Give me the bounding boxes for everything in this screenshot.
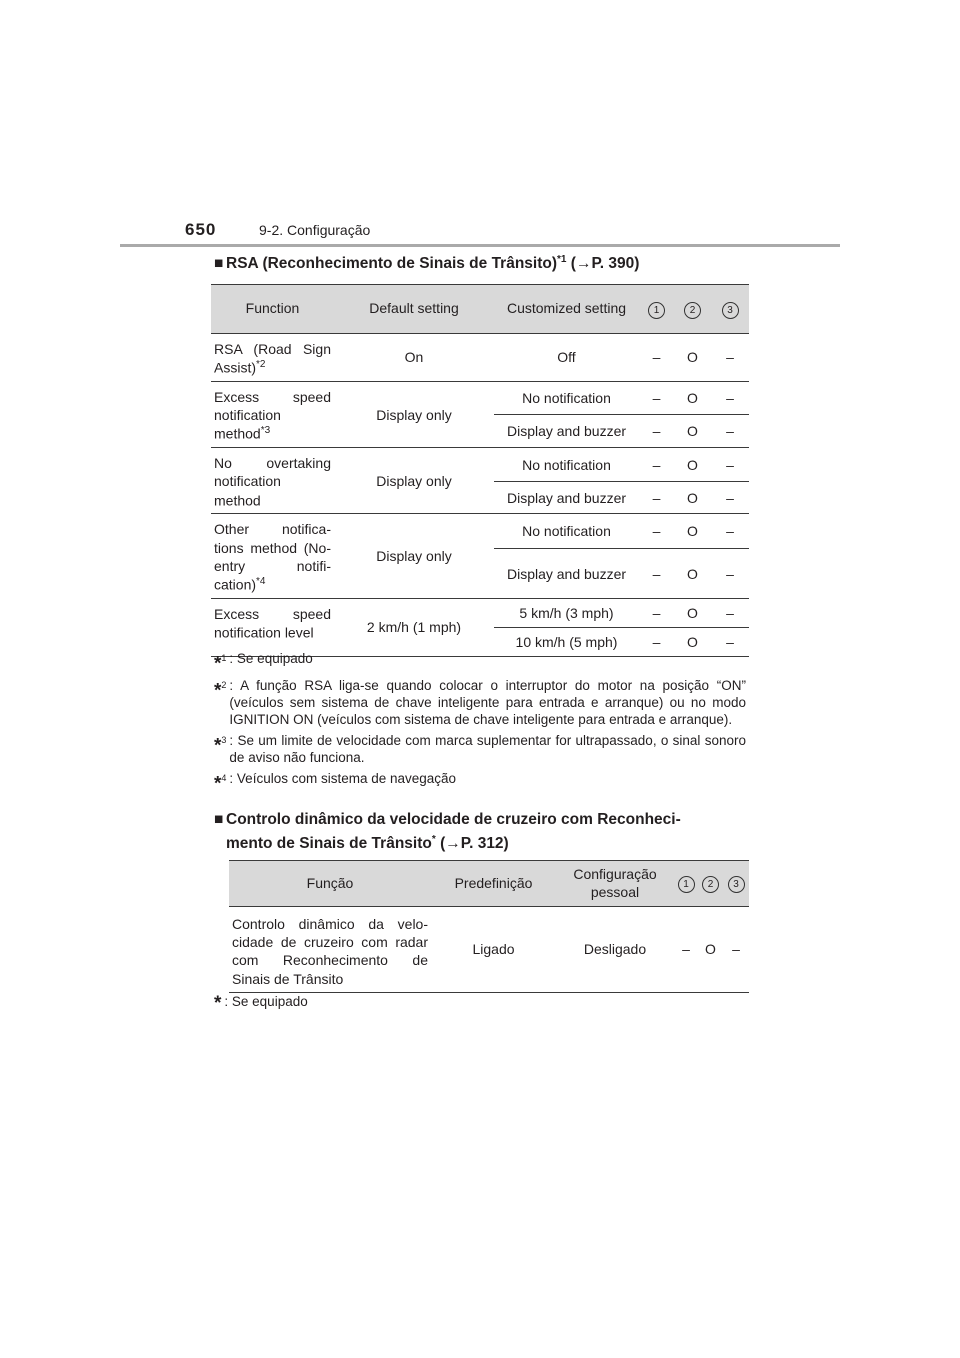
- circled-number-icon: 1: [648, 302, 665, 319]
- mark-cell: –: [639, 482, 674, 514]
- mark-cell: O: [674, 448, 711, 482]
- mark-cell: –: [711, 514, 749, 549]
- function-cell: RSA (Road Sign Assist)$^{*2}$: [211, 334, 334, 382]
- table-row: [211, 382, 749, 415]
- circled-number-icon: 2: [702, 876, 719, 893]
- mark-cell: –: [711, 549, 749, 598]
- rsa-heading-sup: *1: [557, 254, 567, 265]
- rsa-heading-text: RSA (Reconhecimento de Sinais de Trânsito): [226, 255, 558, 273]
- mark-cell: –: [711, 482, 749, 514]
- circled-number-icon: 3: [722, 302, 739, 319]
- table-row: [211, 514, 749, 549]
- default-cell: Display only: [334, 514, 494, 598]
- cruise-table: [229, 860, 749, 993]
- option-cell: No notification: [494, 448, 639, 482]
- square-bullet-icon: ■: [214, 255, 224, 273]
- option-cell: No notification: [494, 382, 639, 415]
- col-default: Default setting: [334, 285, 494, 334]
- default-cell: 2 km/h (1 mph): [334, 598, 494, 656]
- mark-cell: –: [674, 907, 698, 993]
- mark-cell: O: [674, 334, 711, 382]
- mark-cell: O: [674, 514, 711, 549]
- col-function: Function: [211, 285, 334, 334]
- option-cell: Display and buzzer: [494, 482, 639, 514]
- mark-cell: –: [639, 382, 674, 415]
- col-2: [674, 285, 711, 334]
- cruise-heading-line2: mento de Sinais de Trânsito: [226, 835, 432, 853]
- table-row: [211, 448, 749, 482]
- col-function: Função: [229, 861, 431, 907]
- mark-cell: –: [639, 549, 674, 598]
- option-cell: 10 km/h (5 mph): [494, 627, 639, 656]
- mark-cell: O: [674, 382, 711, 415]
- cruise-footnote: [214, 993, 746, 1016]
- col-default: Predefinição: [431, 861, 556, 907]
- footnote: *$^3$ : Se um limite de velocidade com marca suplementar for ultrapassado, o sinal sonoro de aviso não funciona.: [214, 732, 746, 765]
- default-cell: Display only: [334, 448, 494, 514]
- mark-cell: –: [723, 907, 749, 993]
- option-cell: No notification: [494, 514, 639, 549]
- mark-cell: –: [711, 334, 749, 382]
- default-cell: Ligado: [431, 907, 556, 993]
- option-cell: Desligado: [556, 907, 674, 993]
- mark-cell: O: [674, 482, 711, 514]
- footnote: *$^2$ : A função RSA liga-se quando colocar o interruptor do motor na posição “ON” (veículos sem sistema de chave inteligente para entrada e arranque) ou no modo IGNITION ON (veículos com sistema de chave inteligente para entrada e arranque).: [214, 677, 746, 727]
- mark-cell: O: [674, 627, 711, 656]
- mark-cell: O: [698, 907, 723, 993]
- cruise-heading-ref: (→P. 312): [440, 835, 509, 853]
- circled-number-icon: 2: [684, 302, 701, 319]
- option-cell: Display and buzzer: [494, 415, 639, 448]
- page-number: 650: [185, 220, 217, 239]
- mark-cell: O: [674, 598, 711, 627]
- circled-number-icon: 1: [678, 876, 695, 893]
- footnote: * : Se equipado: [214, 993, 308, 1014]
- col-1: [639, 285, 674, 334]
- rsa-heading-ref: (→P. 390): [570, 255, 640, 273]
- mark-cell: –: [711, 382, 749, 415]
- option-cell: Off: [494, 334, 639, 382]
- function-cell: Excess speed notification level: [211, 598, 334, 656]
- footnote: *$^4$ : Veículos com sistema de navegação: [214, 770, 457, 794]
- circled-number-icon: 3: [728, 876, 745, 893]
- table-row: [211, 334, 749, 382]
- default-cell: On: [334, 334, 494, 382]
- col-3: [711, 285, 749, 334]
- table-row: [229, 907, 749, 993]
- mark-cell: –: [639, 627, 674, 656]
- cruise-heading-line1: Controlo dinâmico da velocidade de cruzeiro com Reconheci-: [226, 811, 681, 828]
- mark-cell: –: [639, 448, 674, 482]
- table-row: [211, 598, 749, 627]
- option-cell: 5 km/h (3 mph): [494, 598, 639, 627]
- col-2: [698, 861, 723, 907]
- rsa-heading: [214, 252, 639, 276]
- mark-cell: –: [711, 598, 749, 627]
- col-custom: Configuração pessoal: [556, 861, 674, 907]
- function-cell: No overtaking notification method: [211, 448, 334, 514]
- section-title: 9-2. Configuração: [259, 222, 371, 238]
- cruise-heading: ■ Controlo dinâmico da velocidade de cruzeiro com Reconheci- mento de Sinais de Trânsito* (→P. 312): [214, 808, 754, 856]
- mark-cell: –: [639, 598, 674, 627]
- mark-cell: –: [711, 415, 749, 448]
- option-cell: Display and buzzer: [494, 549, 639, 598]
- footnote: *$^1$ : Se equipado: [214, 651, 313, 675]
- col-1: [674, 861, 698, 907]
- mark-cell: O: [674, 415, 711, 448]
- rsa-table-header: [211, 285, 749, 334]
- col-custom: Customized setting: [494, 285, 639, 334]
- rsa-footnotes: [214, 650, 746, 796]
- function-cell: Other notifica-tions method (No-entry notifi-cation)$^{*4}$: [211, 514, 334, 598]
- mark-cell: –: [639, 415, 674, 448]
- mark-cell: –: [639, 514, 674, 549]
- mark-cell: O: [674, 549, 711, 598]
- default-cell: Display only: [334, 382, 494, 448]
- square-bullet-icon: ■: [214, 811, 224, 828]
- mark-cell: –: [711, 627, 749, 656]
- function-cell: Excess speed notification method$^{*3}$: [211, 382, 334, 448]
- rsa-table: [211, 284, 749, 657]
- header-rule: [120, 244, 840, 247]
- cruise-table-header: [229, 861, 749, 907]
- mark-cell: –: [711, 448, 749, 482]
- function-cell: Controlo dinâmico da velo-cidade de cruzeiro com radar com Reconhecimento de Sinais de Trânsito: [229, 907, 431, 993]
- mark-cell: –: [639, 334, 674, 382]
- col-3: [723, 861, 749, 907]
